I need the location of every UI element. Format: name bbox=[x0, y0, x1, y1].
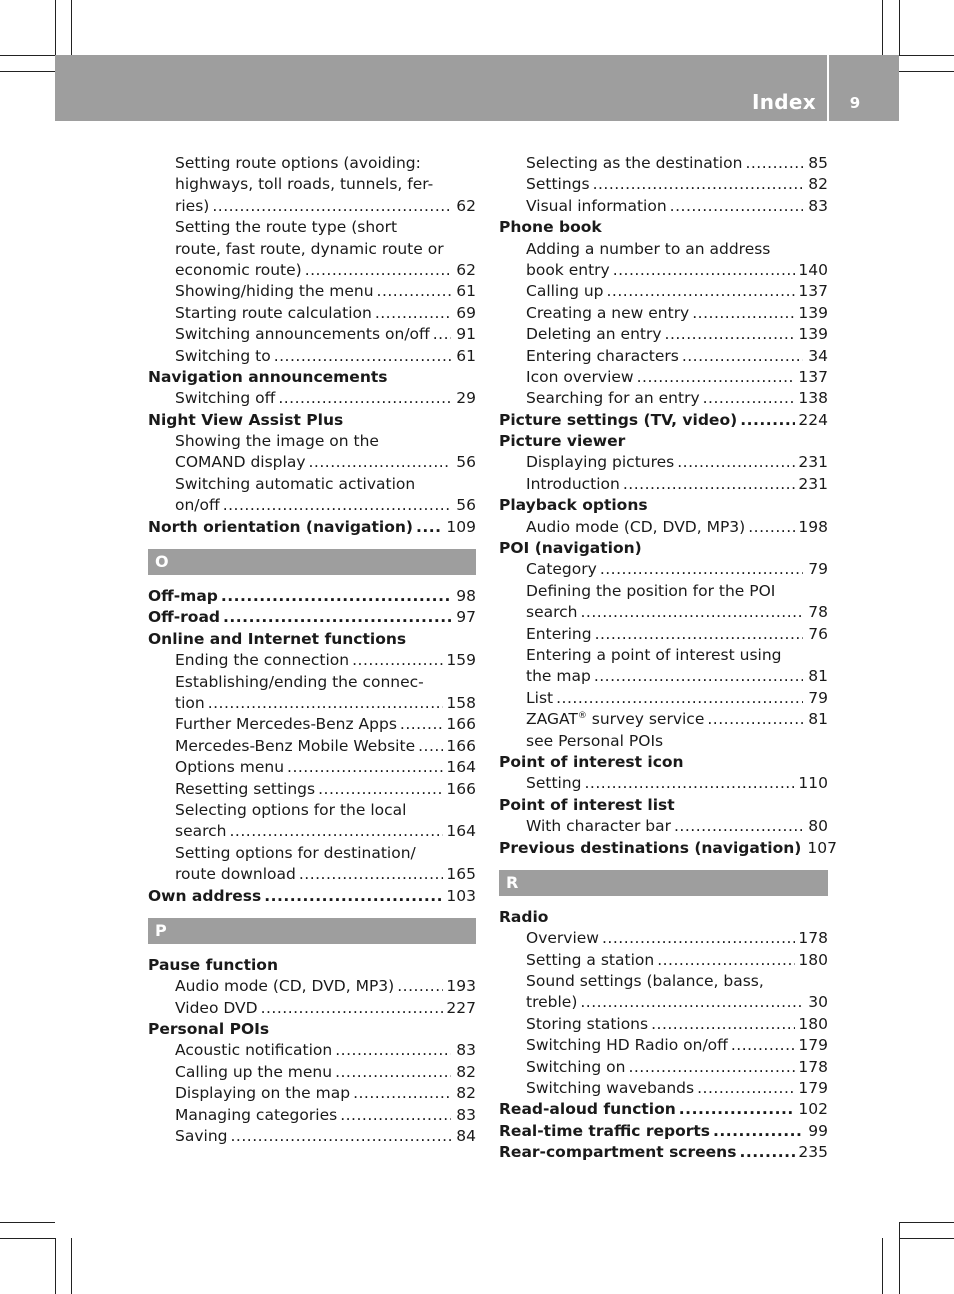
page-ref: 81 bbox=[808, 710, 828, 729]
entry-text: ries) bbox=[175, 196, 210, 215]
page-ref: 76 bbox=[808, 624, 828, 643]
index-subentry bbox=[148, 1083, 476, 1104]
crop-mark bbox=[0, 55, 55, 56]
page-ref: 109 bbox=[446, 517, 476, 536]
index-subentry bbox=[499, 1057, 828, 1078]
entry-text: Switching wavebands bbox=[526, 1079, 695, 1098]
index-heading bbox=[499, 1142, 828, 1163]
dot-leader bbox=[418, 736, 443, 757]
entry-text: Setting a station bbox=[526, 950, 655, 969]
page-ref: 198 bbox=[798, 517, 828, 536]
index-subentry bbox=[499, 992, 828, 1013]
index-subentry: Adding a number to an address bbox=[526, 239, 771, 258]
index-subentry bbox=[148, 864, 476, 885]
entry-text: Off-map bbox=[148, 587, 218, 606]
section-gap bbox=[148, 944, 476, 955]
index-subentry bbox=[148, 452, 476, 473]
page-ref: 178 bbox=[798, 929, 828, 948]
entry-text: Options menu bbox=[175, 758, 285, 777]
entry-text: tion bbox=[175, 693, 205, 712]
entry-text: Previous destinations (navigation) bbox=[499, 838, 802, 857]
dot-leader bbox=[353, 1083, 451, 1104]
index-heading bbox=[148, 517, 476, 538]
page-ref: 166 bbox=[446, 736, 476, 755]
dot-leader bbox=[628, 1057, 795, 1078]
index-heading: Night View Assist Plus bbox=[148, 410, 344, 429]
dot-leader bbox=[305, 260, 451, 281]
index-subentry: route, fast route, dynamic route or bbox=[175, 239, 444, 258]
page-ref: 34 bbox=[808, 346, 828, 365]
entry-text: Audio mode (CD, DVD, MP3) bbox=[175, 977, 395, 996]
dot-leader bbox=[674, 816, 803, 837]
entry-text: Creating a new entry bbox=[526, 303, 690, 322]
entry-text: Switching off bbox=[175, 389, 276, 408]
index-heading: Online and Internet functions bbox=[148, 629, 407, 648]
crop-mark bbox=[899, 55, 954, 56]
index-subentry bbox=[499, 816, 828, 837]
dot-leader bbox=[580, 992, 803, 1013]
entry-text: Calling up bbox=[526, 282, 604, 301]
index-subentry bbox=[499, 367, 828, 388]
crop-mark bbox=[899, 1222, 900, 1294]
page-ref: 91 bbox=[456, 325, 476, 344]
entry-text: Picture settings (TV, video) bbox=[499, 410, 738, 429]
page-ref: 69 bbox=[456, 303, 476, 322]
index-subentry bbox=[499, 773, 828, 794]
page-ref: 61 bbox=[456, 282, 476, 301]
index-subentry bbox=[499, 153, 828, 174]
index-heading: Navigation announcements bbox=[148, 367, 388, 386]
section-header: P bbox=[148, 918, 476, 944]
index-subentry bbox=[148, 303, 476, 324]
dot-leader bbox=[745, 153, 803, 174]
crop-mark bbox=[899, 1222, 954, 1223]
dot-leader bbox=[352, 650, 443, 671]
index-subentry bbox=[499, 452, 828, 473]
dot-leader bbox=[593, 174, 803, 195]
index-column-right bbox=[499, 153, 837, 1164]
index-subentry: Establishing/ending the connec- bbox=[175, 672, 424, 691]
index-subentry bbox=[499, 346, 828, 367]
page-ref: 227 bbox=[446, 998, 476, 1017]
entry-text: route download bbox=[175, 865, 296, 884]
index-heading bbox=[499, 410, 828, 431]
entry-text: Introduction bbox=[526, 474, 620, 493]
index-subentry bbox=[148, 495, 476, 516]
crop-mark bbox=[899, 0, 900, 55]
entry-text: COMAND display bbox=[175, 453, 306, 472]
dot-leader bbox=[697, 1078, 795, 1099]
page-ref: 79 bbox=[808, 560, 828, 579]
entry-text: Rear-compartment screens bbox=[499, 1143, 737, 1162]
dot-leader bbox=[600, 559, 803, 580]
dot-leader bbox=[713, 1121, 803, 1142]
page-ref: 82 bbox=[456, 1062, 476, 1081]
index-subentry: Entering a point of interest using bbox=[526, 645, 782, 664]
entry-text: Displaying on the map bbox=[175, 1084, 351, 1103]
index-heading bbox=[148, 607, 476, 628]
index-subentry bbox=[499, 174, 828, 195]
dot-leader bbox=[377, 281, 451, 302]
dot-leader bbox=[287, 757, 443, 778]
page-ref: 158 bbox=[446, 693, 476, 712]
index-subentry bbox=[148, 736, 476, 757]
index-subentry: Setting options for destination/ bbox=[175, 843, 416, 862]
index-subentry: Setting the route type (short bbox=[175, 218, 398, 237]
page-ref: 159 bbox=[446, 651, 476, 670]
dot-leader bbox=[416, 517, 443, 538]
page-ref: 137 bbox=[798, 367, 828, 386]
dot-leader bbox=[682, 346, 803, 367]
dot-leader bbox=[585, 773, 796, 794]
dot-leader bbox=[692, 303, 795, 324]
entry-text: Overview bbox=[526, 929, 599, 948]
index-subentry bbox=[148, 388, 476, 409]
dot-leader bbox=[261, 998, 444, 1019]
page-ref: 82 bbox=[456, 1084, 476, 1103]
index-subentry bbox=[148, 821, 476, 842]
page-ref: 193 bbox=[446, 977, 476, 996]
index-heading: Pause function bbox=[148, 955, 278, 974]
dot-leader bbox=[230, 821, 444, 842]
dot-leader bbox=[613, 260, 796, 281]
dot-leader bbox=[400, 714, 444, 735]
index-subentry: Selecting options for the local bbox=[175, 800, 407, 819]
page-ref: 137 bbox=[798, 282, 828, 301]
dot-leader bbox=[375, 303, 451, 324]
page-ref: 231 bbox=[798, 474, 828, 493]
page-ref: 139 bbox=[798, 303, 828, 322]
index-subentry bbox=[499, 559, 828, 580]
page-ref: 165 bbox=[446, 865, 476, 884]
index-subentry bbox=[148, 976, 476, 997]
index-heading: Personal POIs bbox=[148, 1020, 270, 1039]
page-ref: 179 bbox=[798, 1036, 828, 1055]
section-gap bbox=[148, 538, 476, 549]
index-subentry bbox=[148, 1040, 476, 1061]
page-ref: 107 bbox=[807, 838, 837, 857]
page-ref: 102 bbox=[798, 1100, 828, 1119]
dot-leader bbox=[637, 367, 796, 388]
index-heading: Picture viewer bbox=[499, 432, 626, 451]
index-subentry bbox=[499, 388, 828, 409]
page-title: Index bbox=[752, 90, 816, 114]
entry-text: Saving bbox=[175, 1127, 228, 1146]
section-gap bbox=[148, 575, 476, 586]
page-ref: 83 bbox=[456, 1105, 476, 1124]
dot-leader bbox=[264, 886, 443, 907]
crop-mark bbox=[899, 71, 954, 72]
page-ref: 140 bbox=[798, 260, 828, 279]
page-ref: 164 bbox=[446, 822, 476, 841]
entry-text: Ending the connection bbox=[175, 651, 350, 670]
dot-leader bbox=[221, 586, 451, 607]
page-ref: 30 bbox=[808, 993, 828, 1012]
crop-mark bbox=[55, 1238, 56, 1294]
dot-leader bbox=[581, 602, 804, 623]
dot-leader bbox=[335, 1062, 451, 1083]
entry-text: economic route) bbox=[175, 260, 302, 279]
index-subentry bbox=[148, 757, 476, 778]
dot-leader bbox=[623, 474, 796, 495]
index-subentry bbox=[148, 650, 476, 671]
crop-mark bbox=[0, 71, 55, 72]
page-ref: 85 bbox=[808, 154, 828, 172]
page-ref: 180 bbox=[798, 950, 828, 969]
index-subentry bbox=[148, 714, 476, 735]
index-subentry bbox=[499, 303, 828, 324]
index-subentry: Sound settings (balance, bass, bbox=[526, 972, 764, 991]
crop-mark bbox=[882, 0, 883, 55]
entry-text: Storing stations bbox=[526, 1014, 649, 1033]
entry-text: Acoustic notification bbox=[175, 1041, 333, 1060]
dot-leader bbox=[223, 495, 451, 516]
dot-leader bbox=[299, 864, 444, 885]
page-ref: 164 bbox=[446, 758, 476, 777]
index-heading: Point of interest list bbox=[499, 795, 675, 814]
page-ref: 61 bbox=[456, 346, 476, 365]
page-ref: 82 bbox=[808, 175, 828, 194]
entry-text: Switching to bbox=[175, 346, 271, 365]
page-ref: 180 bbox=[798, 1014, 828, 1033]
dot-leader bbox=[208, 693, 444, 714]
index-heading bbox=[499, 838, 837, 859]
page-ref: 80 bbox=[808, 817, 828, 836]
dot-leader bbox=[278, 388, 451, 409]
entry-text: Resetting settings bbox=[175, 779, 316, 798]
page-ref: 99 bbox=[808, 1121, 828, 1140]
dot-leader bbox=[318, 779, 443, 800]
index-subentry: Defining the position for the POI bbox=[526, 581, 776, 600]
dot-leader bbox=[595, 624, 803, 645]
index-subentry bbox=[148, 196, 476, 217]
crop-mark bbox=[899, 1238, 954, 1239]
index-subentry: highways, toll roads, tunnels, fer- bbox=[175, 175, 434, 194]
section-header: O bbox=[148, 549, 476, 575]
dot-leader bbox=[740, 410, 795, 431]
page-ref: 235 bbox=[798, 1143, 828, 1162]
page-ref: 84 bbox=[456, 1127, 476, 1146]
entry-text: search bbox=[526, 603, 578, 622]
page-ref: 103 bbox=[446, 886, 476, 905]
index-subentry bbox=[499, 1078, 828, 1099]
index-subentry bbox=[499, 281, 828, 302]
index-subentry bbox=[148, 1105, 476, 1126]
page-ref: 178 bbox=[798, 1057, 828, 1076]
dot-leader bbox=[670, 196, 803, 217]
entry-text: Switching announcements on/off bbox=[175, 325, 430, 344]
index-subentry: see Personal POIs bbox=[526, 731, 664, 750]
page-ref: 138 bbox=[798, 389, 828, 408]
entry-text: Further Mercedes-Benz Apps bbox=[175, 715, 397, 734]
dot-leader bbox=[657, 950, 795, 971]
entry-text: the map bbox=[526, 667, 591, 686]
dot-leader bbox=[223, 607, 451, 628]
index-subentry bbox=[499, 1035, 828, 1056]
crop-mark bbox=[882, 1238, 883, 1294]
page-number: 9 bbox=[849, 94, 861, 112]
page-ref: 179 bbox=[798, 1079, 828, 1098]
index-column-left bbox=[148, 153, 476, 1147]
page-ref: 139 bbox=[798, 325, 828, 344]
page-ref: 29 bbox=[456, 389, 476, 408]
index-subentry: Switching automatic activation bbox=[175, 474, 416, 493]
entry-text: Own address bbox=[148, 886, 262, 905]
index-heading: Point of interest icon bbox=[499, 752, 684, 771]
index-subentry bbox=[499, 602, 828, 623]
index-subentry bbox=[499, 928, 828, 949]
dot-leader bbox=[703, 388, 796, 409]
section-gap bbox=[148, 907, 476, 918]
dot-leader bbox=[594, 666, 803, 687]
index-heading: Playback options bbox=[499, 496, 648, 515]
section-header: R bbox=[499, 870, 828, 896]
entry-text: ZAGAT® survey service bbox=[526, 710, 705, 729]
page-ref: 62 bbox=[456, 260, 476, 279]
section-gap bbox=[499, 859, 828, 870]
dot-leader bbox=[748, 517, 795, 538]
entry-text: Off-road bbox=[148, 608, 221, 627]
index-subentry bbox=[148, 346, 476, 367]
index-subentry bbox=[148, 1126, 476, 1147]
entry-text: List bbox=[526, 688, 554, 707]
page-ref: 166 bbox=[446, 715, 476, 734]
crop-mark bbox=[55, 0, 56, 55]
index-heading bbox=[148, 886, 476, 907]
entry-text: Category bbox=[526, 560, 597, 579]
index-subentry bbox=[148, 998, 476, 1019]
index-subentry bbox=[148, 693, 476, 714]
page-ref: 166 bbox=[446, 779, 476, 798]
index-heading: Phone book bbox=[499, 218, 602, 237]
dot-leader bbox=[340, 1105, 451, 1126]
index-subentry bbox=[148, 281, 476, 302]
page-ref: 62 bbox=[456, 196, 476, 215]
crop-mark bbox=[71, 1238, 72, 1294]
entry-text: North orientation (navigation) bbox=[148, 517, 413, 536]
crop-mark bbox=[0, 1238, 55, 1239]
entry-text: Entering characters bbox=[526, 346, 679, 365]
entry-text: Switching HD Radio on/off bbox=[526, 1036, 728, 1055]
index-heading: POI (navigation) bbox=[499, 539, 642, 558]
index-heading bbox=[499, 1121, 828, 1142]
entry-text: Visual information bbox=[526, 196, 667, 215]
index-subentry bbox=[499, 517, 828, 538]
entry-text: Deleting an entry bbox=[526, 325, 662, 344]
entry-text: With character bar bbox=[526, 817, 671, 836]
page-ref: 231 bbox=[798, 453, 828, 472]
dot-leader bbox=[677, 452, 795, 473]
entry-text: Calling up the menu bbox=[175, 1062, 333, 1081]
page-ref: 83 bbox=[456, 1041, 476, 1060]
page-ref: 56 bbox=[456, 496, 476, 515]
page-ref: 83 bbox=[808, 196, 828, 215]
index-subentry: Setting route options (avoiding: bbox=[175, 154, 421, 172]
page-ref: 224 bbox=[798, 410, 828, 429]
index-heading bbox=[499, 1099, 828, 1120]
dot-leader bbox=[739, 1142, 795, 1163]
index-subentry bbox=[499, 709, 828, 730]
dot-leader bbox=[556, 688, 803, 709]
dot-leader bbox=[731, 1035, 796, 1056]
entry-text: Starting route calculation bbox=[175, 303, 372, 322]
page-ref: 78 bbox=[808, 603, 828, 622]
index-subentry bbox=[148, 779, 476, 800]
index-subentry bbox=[499, 624, 828, 645]
page-ref: 97 bbox=[456, 608, 476, 627]
entry-text: Managing categories bbox=[175, 1105, 338, 1124]
entry-text: Read-aloud function bbox=[499, 1100, 676, 1119]
index-subentry bbox=[499, 260, 828, 281]
index-subentry bbox=[499, 1014, 828, 1035]
page-ref: 110 bbox=[798, 774, 828, 793]
dot-leader bbox=[274, 346, 451, 367]
dot-leader bbox=[230, 1126, 451, 1147]
entry-text: search bbox=[175, 822, 227, 841]
index-subentry bbox=[148, 324, 476, 345]
section-gap bbox=[499, 896, 828, 907]
entry-text: Searching for an entry bbox=[526, 389, 700, 408]
dot-leader bbox=[335, 1040, 451, 1061]
page-ref: 81 bbox=[808, 667, 828, 686]
page-ref: 79 bbox=[808, 688, 828, 707]
entry-text: Icon overview bbox=[526, 367, 634, 386]
entry-text: book entry bbox=[526, 260, 610, 279]
entry-text: treble) bbox=[526, 993, 578, 1012]
page-ref: 98 bbox=[456, 587, 476, 606]
dot-leader bbox=[707, 709, 803, 730]
index-subentry bbox=[499, 666, 828, 687]
entry-text: Mercedes-Benz Mobile Website bbox=[175, 736, 416, 755]
crop-mark bbox=[71, 0, 72, 55]
dot-leader bbox=[212, 196, 451, 217]
dot-leader bbox=[433, 324, 451, 345]
index-subentry bbox=[148, 1062, 476, 1083]
entry-text: Displaying pictures bbox=[526, 453, 675, 472]
dot-leader bbox=[651, 1014, 795, 1035]
dot-leader bbox=[679, 1099, 796, 1120]
index-subentry: Showing the image on the bbox=[175, 432, 379, 451]
entry-text: Entering bbox=[526, 624, 592, 643]
dot-leader bbox=[309, 452, 452, 473]
entry-text: Real-time traffic reports bbox=[499, 1121, 710, 1140]
index-heading bbox=[148, 586, 476, 607]
entry-text: on/off bbox=[175, 496, 220, 515]
registered-mark: ® bbox=[577, 711, 587, 721]
index-subentry bbox=[499, 196, 828, 217]
dot-leader bbox=[665, 324, 796, 345]
index-heading: Radio bbox=[499, 907, 549, 926]
entry-text: Settings bbox=[526, 175, 590, 194]
entry-text: Showing/hiding the menu bbox=[175, 282, 374, 301]
dot-leader bbox=[602, 928, 795, 949]
dot-leader bbox=[397, 976, 443, 997]
entry-text: Selecting as the destination bbox=[526, 154, 743, 172]
index-subentry bbox=[499, 688, 828, 709]
page-ref: 56 bbox=[456, 453, 476, 472]
entry-text: Setting bbox=[526, 774, 582, 793]
index-subentry bbox=[148, 260, 476, 281]
dot-leader bbox=[607, 281, 796, 302]
index-subentry bbox=[499, 324, 828, 345]
index-subentry bbox=[499, 950, 828, 971]
entry-text: Switching on bbox=[526, 1057, 626, 1076]
entry-text: Audio mode (CD, DVD, MP3) bbox=[526, 517, 746, 536]
index-subentry bbox=[499, 474, 828, 495]
entry-text: Video DVD bbox=[175, 998, 258, 1017]
crop-mark bbox=[0, 1222, 55, 1223]
